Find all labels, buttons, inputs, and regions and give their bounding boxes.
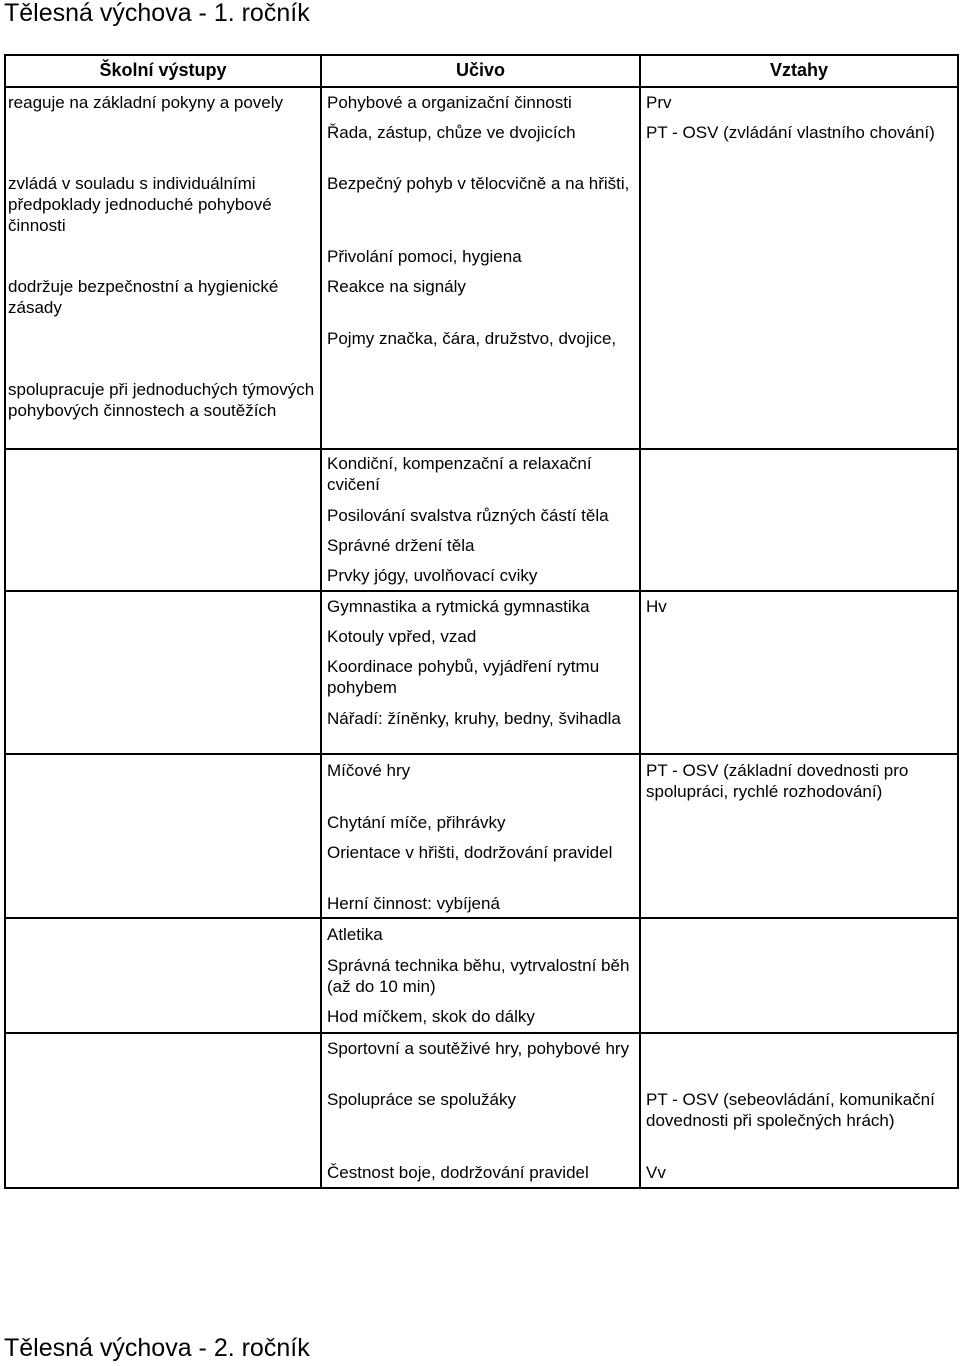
ucivo-item: Čestnost boje, dodržování pravidel	[327, 1163, 589, 1182]
ucivo-item: Prvky jógy, uvolňovací cviky	[327, 566, 538, 585]
page-title: Tělesná výchova - 2. ročník	[4, 1334, 310, 1362]
vztah-item: PT - OSV (základní dovednosti pro spolupráci, rychlé rozhodování)	[646, 761, 909, 801]
ucivo-item: Sportovní a soutěživé hry, pohybové hry	[327, 1039, 630, 1058]
ucivo-item: Bezpečný pohyb v tělocvičně a na hřišti,	[327, 174, 630, 193]
vztah-item: PT - OSV (zvládání vlastního chování)	[646, 123, 935, 142]
column-divider	[639, 54, 641, 1189]
ucivo-item: Orientace v hřišti, dodržování pravidel	[327, 843, 613, 862]
header-vztahy: Vztahy	[769, 60, 829, 80]
header-ucivo: Učivo	[455, 60, 506, 80]
section-divider	[4, 917, 959, 919]
ucivo-item: Posilování svalstva různých částí těla	[327, 506, 609, 525]
ucivo-item: Pojmy značka, čára, družstvo, dvojice,	[327, 329, 617, 348]
ucivo-item: Hod míčkem, skok do dálky	[327, 1007, 535, 1026]
ucivo-item: Správné držení těla	[327, 536, 475, 555]
ucivo-item: Spolupráce se spolužáky	[327, 1090, 517, 1109]
ucivo-item: Pohybové a organizační činnosti	[327, 93, 572, 112]
ucivo-item: Reakce na signály	[327, 277, 466, 296]
section-divider	[4, 753, 959, 755]
section-divider	[4, 1032, 959, 1034]
vystup-item: dodržuje bezpečnostní a hygienické zásady	[8, 277, 279, 317]
ucivo-item: Atletika	[327, 925, 383, 944]
ucivo-item: Přivolání pomoci, hygiena	[327, 247, 522, 266]
section-divider	[4, 448, 959, 450]
vystup-item: reaguje na základní pokyny a povely	[8, 93, 284, 112]
vystup-item: spolupracuje při jednoduchých týmových pohybových činnostech a soutěžích	[8, 380, 315, 420]
ucivo-item: Řada, zástup, chůze ve dvojicích	[327, 123, 576, 142]
ucivo-item: Kondiční, kompenzační a relaxační cvičení	[327, 454, 592, 494]
ucivo-item: Koordinace pohybů, vyjádření rytmu pohybem	[327, 657, 600, 697]
ucivo-item: Gymnastika a rytmická gymnastika	[327, 597, 590, 616]
vztah-item: Vv	[646, 1163, 666, 1182]
ucivo-item: Herní činnost: vybíjená	[327, 894, 500, 913]
ucivo-item: Kotouly vpřed, vzad	[327, 627, 477, 646]
column-divider	[320, 54, 322, 1189]
ucivo-item: Správná technika běhu, vytrvalostní běh (až do 10 min)	[327, 956, 630, 996]
vztah-item: Hv	[646, 597, 667, 616]
header-divider	[4, 86, 959, 88]
section-divider	[4, 590, 959, 592]
ucivo-item: Nářadí: žíněnky, kruhy, bedny, švihadla	[327, 709, 621, 728]
ucivo-item: Chytání míče, přihrávky	[327, 813, 506, 832]
vztah-item: Prv	[646, 93, 672, 112]
page-title: Tělesná výchova - 1. ročník	[4, 0, 310, 27]
vystup-item: zvládá v souladu s individuálními předpoklady jednoduché pohybové činnosti	[8, 174, 272, 235]
header-vystupy: Školní výstupy	[99, 60, 227, 80]
vztah-item: PT - OSV (sebeovládání, komunikační dovednosti při společných hrách)	[646, 1090, 935, 1130]
ucivo-item: Míčové hry	[327, 761, 411, 780]
